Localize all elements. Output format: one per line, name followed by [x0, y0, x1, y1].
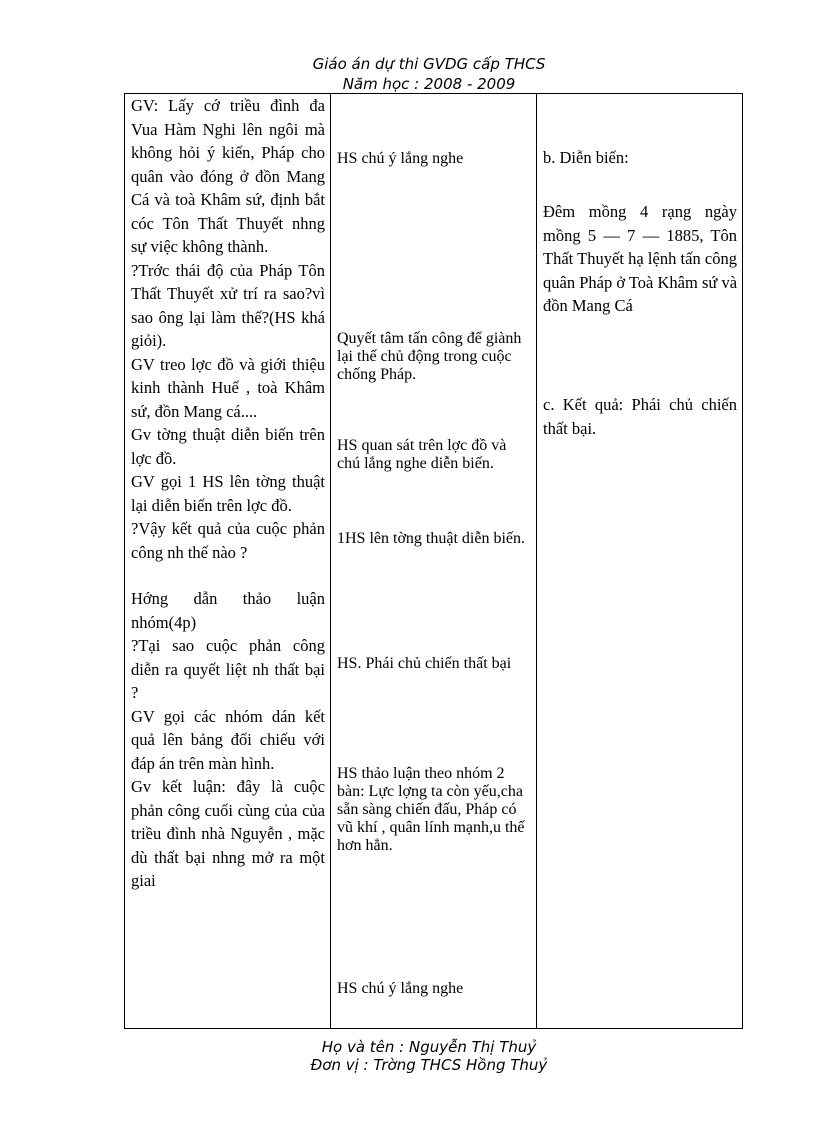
header-title: Giáo án dự thi GVDG cấp THCS — [312, 55, 546, 73]
footer-unit: Đơn vị : Trờng THCS Hồng Thuỷ — [310, 1056, 548, 1074]
teacher-text: GV gọi 1 HS lên tờng thuật lại diễn biến trên lợc đồ. — [131, 472, 325, 515]
column-divider — [536, 94, 537, 1028]
student-activity-text: HS thảo luận theo nhóm 2 bàn: Lực lợng ta còn yếu,cha sẵn sàng chiến đấu, Pháp có vũ khí , quân lính mạnh,u thế hơn hẳn. — [337, 765, 525, 854]
teacher-text: GV gọi các nhóm dán kết quả lên bảng đối chiếu với đáp án trên màn hình. — [131, 706, 325, 773]
lesson-content-text: Đêm mồng 4 rạng ngày mồng 5 — 7 — 1885, Tôn Thất Thuyết hạ lệnh tấn công quân Pháp ở Toà Khâm sứ và đồn Mang Cá — [543, 202, 738, 315]
teacher-text: Gv tờng thuật diễn biến trên lợc đồ. — [131, 425, 325, 468]
lesson-table — [124, 93, 743, 1029]
lesson-content-text: c. Kết quả: Phái chủ chiến thất bại. — [543, 395, 737, 438]
student-activity-text: Quyết tâm tấn công để giành lại thế chủ động trong cuộc chống Pháp. — [337, 330, 522, 383]
teacher-text: ?Trớc thái độ của Pháp Tôn Thất Thuyết xử trí ra sao?vì sao ông lại làm thế?(HS khá giỏi). — [131, 260, 325, 350]
teacher-text: GV treo lợc đồ và giới thiệu kinh thành Huế , toà Khâm sứ, đồn Mang cá.... — [131, 354, 325, 421]
teacher-text: ?Tại sao cuộc phản công diễn ra quyết liệt nh thất bại ? — [131, 636, 325, 702]
teacher-text: Gv kết luận: đây là cuộc phản công cuối cùng của của triều đình nhà Nguyễn , mặc dù thất bại nhng mở ra một giai — [131, 777, 325, 890]
footer-author: Họ và tên : Nguyễn Thị Thuỷ — [321, 1038, 537, 1056]
header-school-year: Năm học : 2008 - 2009 — [342, 75, 516, 93]
teacher-activity-column — [131, 94, 325, 893]
student-activity-text: 1HS lên tờng thuật diễn biến. — [337, 530, 525, 547]
student-activity-text: HS chú ý lắng nghe — [337, 980, 464, 997]
lesson-content-text: b. Diễn biến: — [543, 148, 629, 167]
teacher-text: GV: Lấy cớ triều đình đa Vua Hàm Nghi lên ngôi mà không hỏi ý kiến, Pháp cho quân vào đóng ở đồn Mang Cá và toà Khâm sứ, định bắt cóc Tôn Thất Thuyết nhng sự việc không thành. — [131, 96, 325, 256]
teacher-text: ?Vậy kết quả của cuộc phản công nh thế nào ? — [131, 519, 325, 562]
teacher-text: Hớng dẫn thảo luận nhóm(4p) — [131, 589, 325, 632]
column-divider — [330, 94, 331, 1028]
student-activity-text: HS chú ý lắng nghe — [337, 150, 464, 167]
student-activity-text: HS. Phái chủ chiến thất bại — [337, 655, 512, 672]
student-activity-text: HS quan sát trên lợc đồ và chú lắng nghe diễn biến. — [337, 437, 507, 472]
